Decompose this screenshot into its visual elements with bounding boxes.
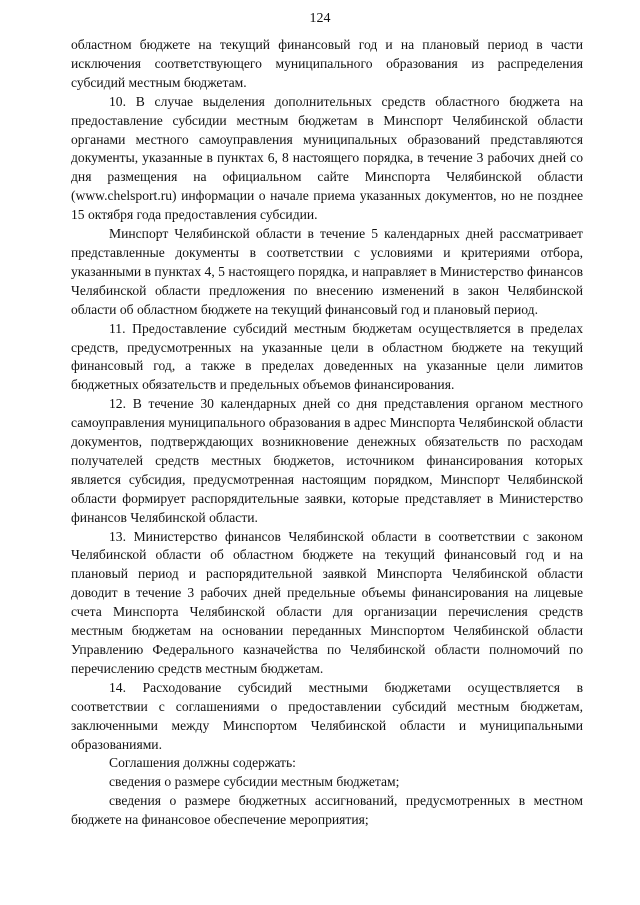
document-body [71,36,583,830]
paragraph-agreement-subsidy-size: сведения о размере субсидии местным бюджетам; [109,774,400,790]
paragraph-item-10: 10. В случае выделения дополнительных средств областного бюджета на предоставление субсидии местным бюджетам в Минспорт Челябинской области органами местного самоуправления муниципальных образований представляются документы, указанные в пунктах 6, 8 настоящего порядка, в течение 3 рабочих дней со дня размещения на официальном сайте Минспорта Челябинской области (www.chelsport.ru) информации о начале приема указанных документов, но не позднее 15 октября года предоставления субсидии. [71,93,583,223]
paragraph-item-12: 12. В течение 30 календарных дней со дня представления органом местного самоуправления муниципального образования в адрес Минспорта Челябинской области документов, подтверждающих возникновение денежных обязательств по расходам получателей средств местных бюджетов, источником финансирования которых является субсидия, предусмотренная настоящим порядком, Минспорт Челябинской области формирует распорядительные заявки, которые представляет в Министерство финансов Челябинской области. [71,396,583,525]
paragraph-item-10-review: Минспорт Челябинской области в течение 5 календарных дней рассматривает представленные документы в соответствии с условиями и критериями отбора, указанными в пунктах 4, 5 настоящего порядка, и направляет в Министерство финансов Челябинской области предложения по внесению изменений в закон Челябинской области об областном бюджете на текущий финансовый год и плановый период. [71,226,583,317]
paragraph-agreements-intro: Соглашения должны содержать: [109,755,296,771]
paragraph-continuation: областном бюджете на текущий финансовый год и на плановый период в части исключения соответствующего муниципального образования из распределения субсидий местным бюджетам. [71,37,583,90]
paragraph-item-14: 14. Расходование субсидий местными бюджетами осуществляется в соответствии с соглашениями о предоставлении субсидий местным бюджетам, заключенными между Минспортом Челябинской области и муниципальными образованиями. [71,679,583,752]
paragraph-item-11: 11. Предоставление субсидий местным бюджетам осуществляется в пределах средств, предусмотренных на указанные цели в областном бюджете на текущий финансовый год, а также в пределах доведенных на указанные цели лимитов бюджетных обязательств и предельных объемов финансирования. [71,320,583,393]
paragraph-item-13: 13. Министерство финансов Челябинской области в соответствии с законом Челябинской области об областном бюджете на текущий финансовый год и на плановый период и распорядительной заявкой Минспорта Челябинской области доводит в течение 3 рабочих дней предельные объемы финансирования на лицевые счета Минспорта Челябинской области для организации перечисления средств местным бюджетам на основании переданных Минспортом Челябинской области Управлению Федерального казначейства по Челябинской области полномочий по перечислению средств местным бюджетам. [71,528,583,676]
page-number: 124 [309,11,331,26]
paragraph-agreement-budget-allocations: сведения о размере бюджетных ассигнований, предусмотренных в местном бюджете на финансовое обеспечение мероприятия; [71,793,583,828]
